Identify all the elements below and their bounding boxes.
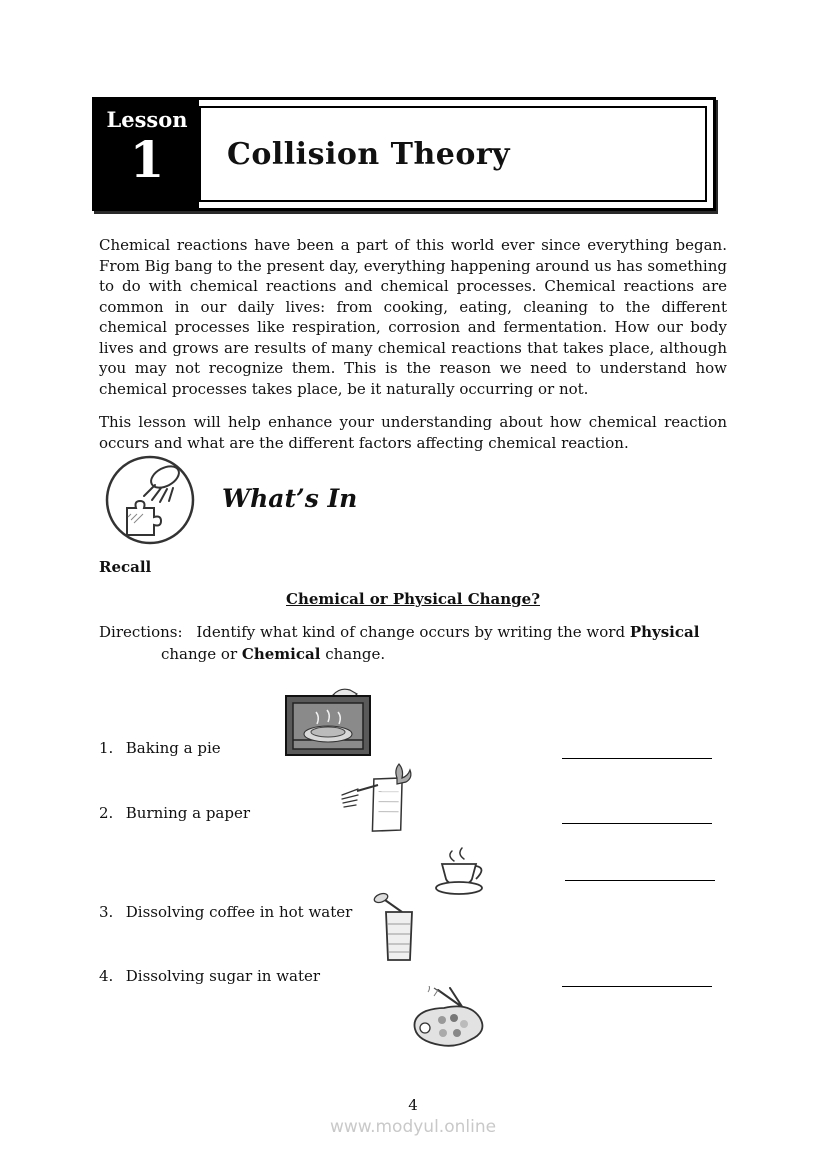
item-text: Dissolving coffee in hot water: [125, 903, 353, 921]
list-item: [99, 739, 221, 757]
glass-with-spoon-image: [372, 890, 426, 962]
activity-directions: [99, 622, 727, 665]
paint-palette-brushes-image: [400, 986, 488, 1062]
lesson-label: Lesson: [106, 107, 188, 132]
directions-line1: Identify what kind of change occurs by writing the word: [196, 623, 626, 641]
coffee-cup-steam-image: [426, 842, 492, 896]
item-text: Baking a pie: [125, 739, 221, 757]
lesson-number: 1: [129, 130, 165, 189]
activity-title: Chemical or Physical Change?: [286, 590, 540, 608]
item-text: Dissolving sugar in water: [125, 967, 321, 985]
page-number: 4: [408, 1096, 418, 1114]
answer-blank-4: [562, 968, 712, 987]
list-item: [99, 967, 320, 985]
recall-label: Recall: [99, 558, 152, 576]
item-number: 1.: [99, 739, 114, 757]
lesson-badge: [95, 100, 199, 208]
directions-label: Directions:: [99, 623, 183, 641]
directions-line2: change or Chemical change.: [161, 645, 386, 663]
item-number: 4.: [99, 967, 114, 985]
watermark-text: www.modyul.online: [329, 1117, 497, 1137]
list-item: [99, 903, 352, 921]
answer-blank-1: [562, 740, 712, 759]
list-item: [99, 804, 250, 822]
page-title: Collision Theory: [227, 136, 511, 172]
answer-blank-2: [562, 805, 712, 824]
item-number: 3.: [99, 903, 114, 921]
answer-blank-3: [565, 862, 715, 881]
burning-paper-flame-image: [337, 762, 417, 842]
lesson-header: [92, 97, 716, 211]
directions-bold-chemical: Chemical: [241, 645, 321, 663]
directions-bold-physical: Physical: [629, 623, 700, 641]
oven-baking-pie-image: [283, 687, 373, 758]
item-number: 2.: [99, 804, 114, 822]
whats-in-heading: What’s In: [222, 484, 358, 513]
item-text: Burning a paper: [125, 804, 251, 822]
intro-paragraph-1: Chemical reactions have been a part of this world ever since everything began. From Big bang to the present day, everything happening around us has something to do with chemical reactions and chemical processes. Chemical reactions are common in our daily lives: from cooking, eating, cleaning to the different chemical processes like respiration, corrosion and fermentation. How our body lives and grows are results of many chemical reactions that takes place, although you may not recognize them. This is the reason we need to understand how chemical processes takes place, be it naturally occurring or not.: [99, 236, 727, 398]
hand-with-puzzle-piece-icon: [103, 452, 197, 548]
intro-paragraph-2: This lesson will help enhance your understanding about how chemical reaction occurs and what are the different factors affecting chemical reaction.: [99, 413, 727, 452]
lesson-title-box: [199, 106, 707, 202]
